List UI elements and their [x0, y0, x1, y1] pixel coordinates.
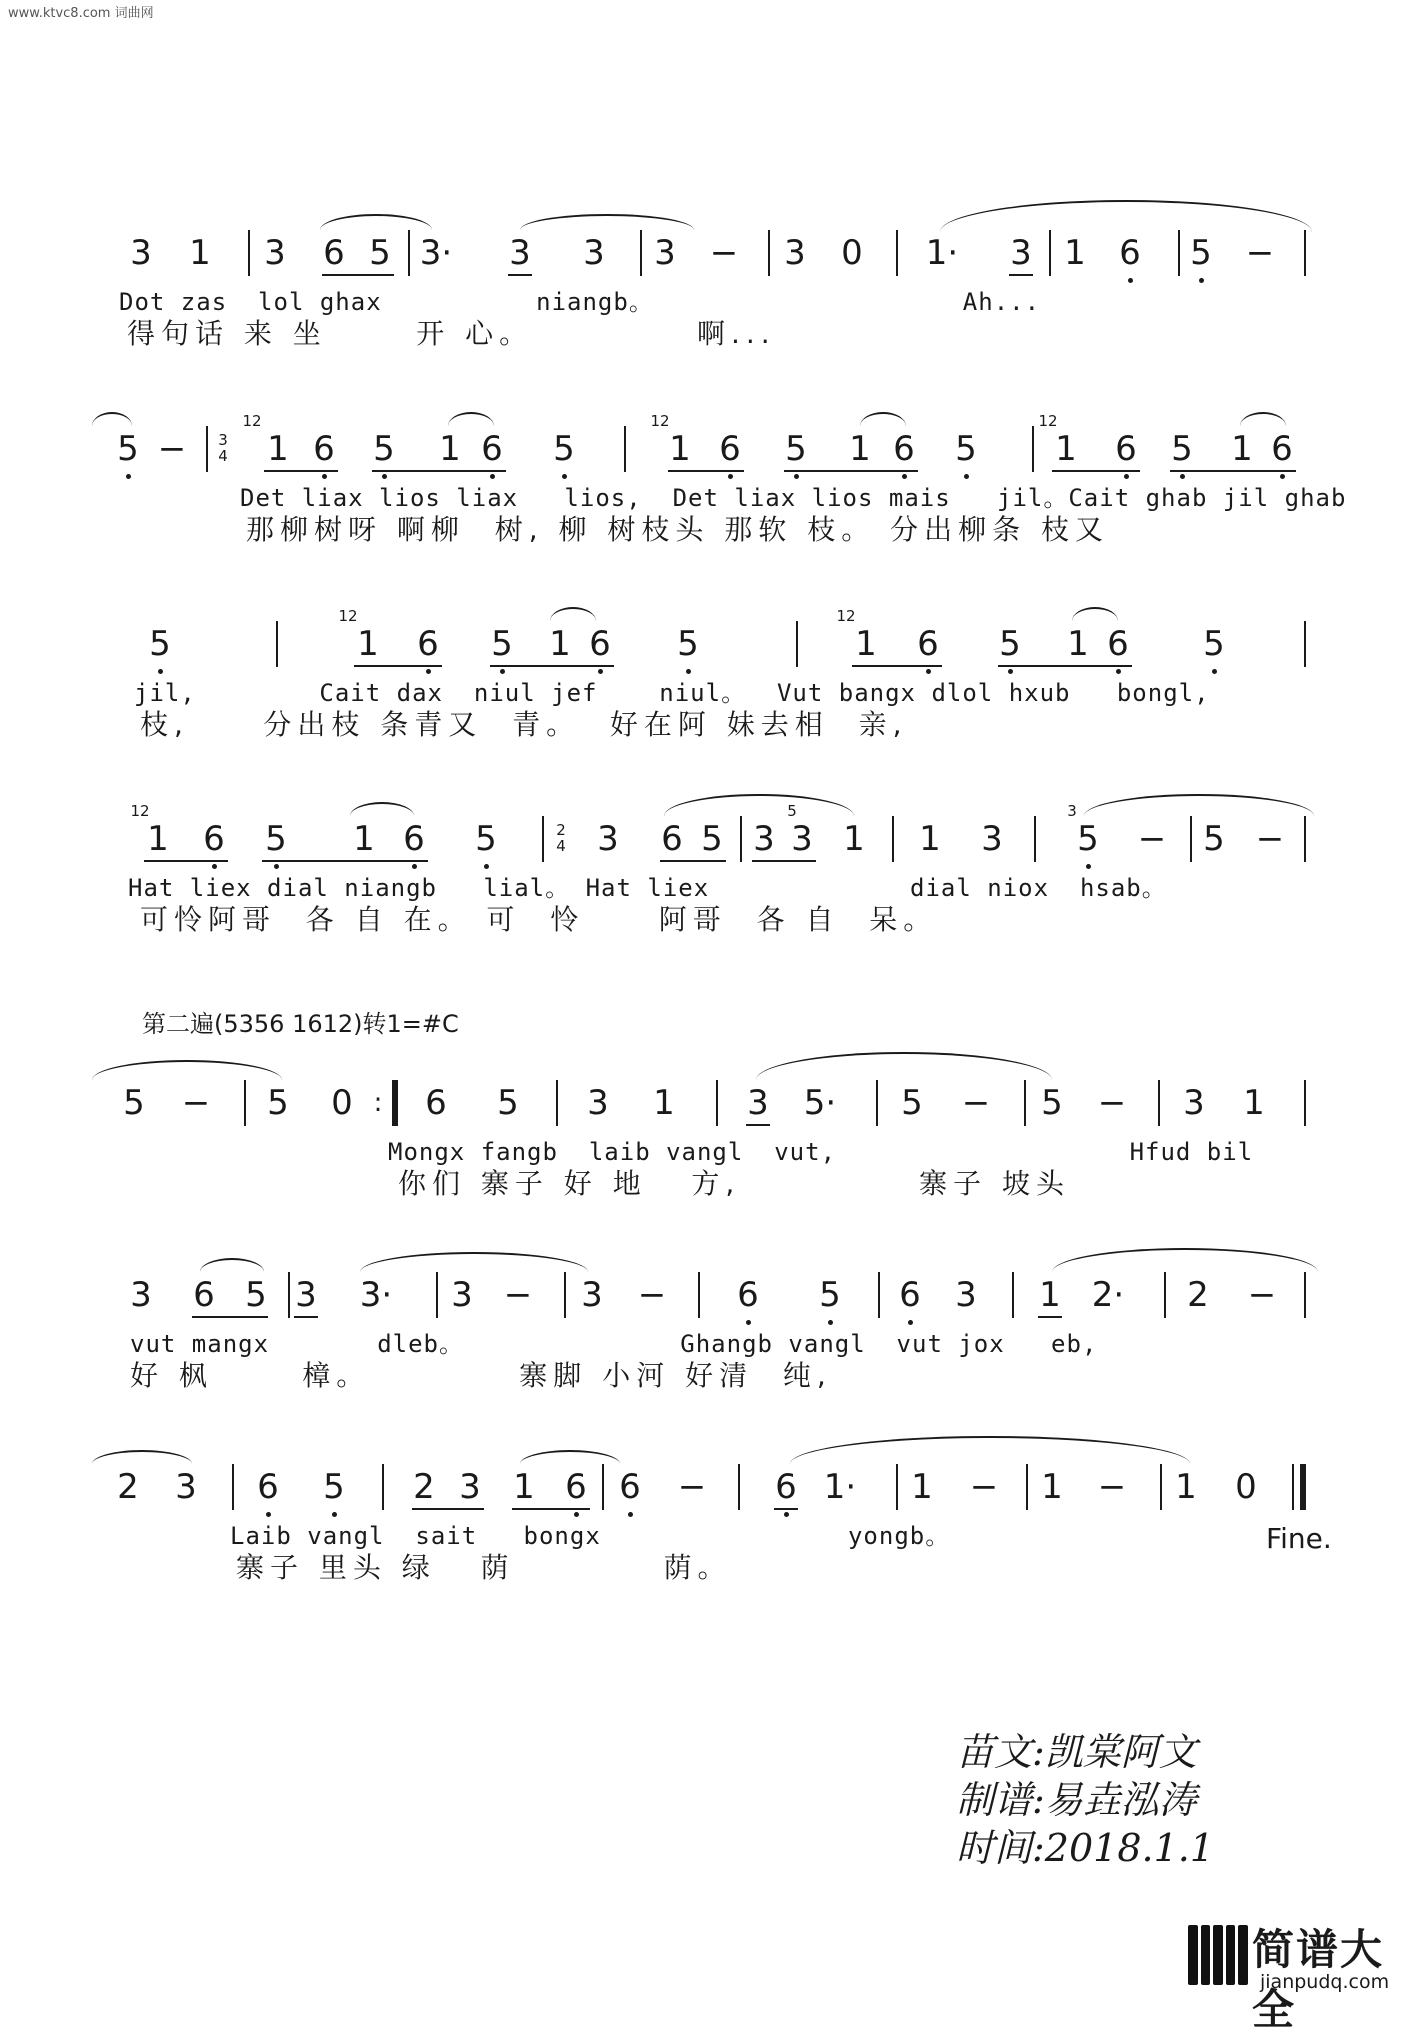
barline	[288, 1272, 290, 1318]
low-octave-dot	[828, 1320, 833, 1325]
note: 1	[513, 1467, 535, 1507]
barline	[716, 1080, 718, 1126]
note: 5	[955, 429, 977, 469]
note: 5	[1203, 819, 1225, 859]
grace-notes: 3	[1067, 802, 1077, 820]
note: 6	[899, 1275, 921, 1315]
barline	[1304, 1080, 1306, 1126]
final-barline	[1292, 1464, 1294, 1510]
note: 5	[267, 1083, 289, 1123]
note: 6	[1271, 429, 1293, 469]
note: 5	[323, 1467, 345, 1507]
low-octave-dot	[686, 669, 691, 674]
lyrics-chinese: 你们 寨子 好 地 方, 寨子 坡头	[398, 1167, 1071, 1200]
low-octave-dot	[426, 669, 431, 674]
tie	[520, 214, 694, 230]
note: 6	[737, 1275, 759, 1315]
note: 6	[1107, 624, 1129, 664]
low-octave-dot	[728, 474, 733, 479]
barline	[892, 816, 894, 862]
tie	[320, 214, 432, 230]
note: 5	[149, 624, 171, 664]
credit-date: 时间:2018.1.1	[956, 1826, 1215, 1870]
note: 1	[357, 624, 379, 664]
note: 3	[459, 1467, 481, 1507]
note: −	[961, 1083, 991, 1123]
note: 2	[117, 1467, 139, 1507]
beam	[264, 470, 338, 472]
barline	[740, 816, 742, 862]
note: 1	[147, 819, 169, 859]
note: 6	[481, 429, 503, 469]
beam	[354, 665, 442, 667]
low-octave-dot	[562, 474, 567, 479]
note: 6	[619, 1467, 641, 1507]
note: 6	[425, 1083, 447, 1123]
low-octave-dot	[1128, 278, 1133, 283]
note: 3	[784, 233, 806, 273]
barline	[1190, 816, 1192, 862]
lyrics-latin: Hat liex dial niangb lial。 Hat liex dial niox hsab。	[128, 874, 1167, 902]
barline	[276, 621, 278, 667]
beam	[752, 860, 816, 862]
note: 6	[589, 624, 611, 664]
beam	[998, 665, 1132, 667]
lyrics-latin: Mongx fangb laib vangl vut, Hfud bil	[388, 1138, 1254, 1166]
note: 3	[175, 1467, 197, 1507]
low-octave-dot	[628, 1512, 633, 1517]
note: 3	[509, 233, 531, 273]
note: 6	[417, 624, 439, 664]
note: 5	[1203, 624, 1225, 664]
beam	[668, 470, 744, 472]
fine-marking: Fine.	[1266, 1522, 1332, 1555]
low-octave-dot	[1116, 669, 1121, 674]
low-octave-dot	[1199, 278, 1204, 283]
tie	[200, 1258, 264, 1272]
barline	[564, 1272, 566, 1318]
note: −	[157, 429, 187, 469]
low-octave-dot	[412, 864, 417, 869]
note: −	[1097, 1467, 1127, 1507]
logo-name: 简谱大全	[1252, 1925, 1385, 2034]
low-octave-dot	[266, 1512, 271, 1517]
grace-notes: 12	[650, 412, 670, 430]
barline	[698, 1272, 700, 1318]
note: 1	[549, 624, 571, 664]
note: 5	[785, 429, 807, 469]
barline	[408, 230, 410, 276]
note: 6	[1119, 233, 1141, 273]
note: 3	[581, 1275, 603, 1315]
low-octave-dot	[784, 1512, 789, 1517]
note: 1	[189, 233, 211, 273]
low-octave-dot	[1008, 669, 1013, 674]
barline	[1164, 1272, 1166, 1318]
tie	[790, 1436, 1190, 1464]
low-octave-dot	[322, 474, 327, 479]
barline	[556, 1080, 558, 1126]
note: 1	[653, 1083, 675, 1123]
barline	[1032, 426, 1034, 472]
note: 3	[654, 233, 676, 273]
beam	[322, 274, 394, 276]
lyrics-latin: Laib vangl sait bongx yongb。	[230, 1522, 951, 1550]
score-system-3	[0, 607, 1414, 747]
note: 6	[323, 233, 345, 273]
barline	[1034, 816, 1036, 862]
barline	[738, 1464, 740, 1510]
note: 3	[1183, 1083, 1205, 1123]
barline	[1304, 816, 1306, 862]
barline	[896, 230, 898, 276]
time-signature: 2 4	[556, 821, 566, 855]
low-octave-dot	[274, 864, 279, 869]
note: 1	[439, 429, 461, 469]
note: −	[637, 1275, 667, 1315]
tie	[1072, 607, 1118, 621]
note: 2	[1187, 1275, 1209, 1315]
note: 1	[353, 819, 375, 859]
barline	[1304, 230, 1306, 276]
barline	[1304, 621, 1306, 667]
note: 1	[669, 429, 691, 469]
note: 5	[553, 429, 575, 469]
note: 6	[565, 1467, 587, 1507]
barline	[796, 621, 798, 667]
beam	[294, 1316, 318, 1318]
note: 6	[917, 624, 939, 664]
credit-lyrics: 苗文:凯棠阿文	[956, 1730, 1197, 1774]
low-octave-dot	[746, 1320, 751, 1325]
score-system-6	[0, 1275, 1414, 1398]
low-octave-dot	[1280, 474, 1285, 479]
note: −	[1255, 819, 1285, 859]
low-octave-dot	[908, 1320, 913, 1325]
barline	[1012, 1272, 1014, 1318]
barline	[542, 816, 544, 862]
note: 3	[981, 819, 1003, 859]
site-watermark[interactable]: www.ktvc8.com 词曲网	[8, 6, 154, 21]
lyrics-chinese: 可怜阿哥 各 自 在。 可 怜 阿哥 各 自 呆。	[140, 903, 938, 936]
tie	[1052, 1248, 1318, 1272]
note: 1	[1231, 429, 1253, 469]
credits-block	[956, 1728, 1214, 1872]
beam	[412, 1508, 484, 1510]
note: 2·	[1091, 1275, 1125, 1315]
note: 1	[1067, 624, 1089, 664]
barline	[624, 426, 626, 472]
beam	[1009, 274, 1033, 276]
barline	[1304, 1272, 1306, 1318]
beam	[262, 860, 428, 862]
note: 5	[999, 624, 1021, 664]
note: 5	[497, 1083, 519, 1123]
note: 2	[413, 1467, 435, 1507]
low-octave-dot	[490, 474, 495, 479]
lyrics-latin: Dot zas lol ghax niangb。 Ah...	[119, 288, 1041, 316]
note: 6	[661, 819, 683, 859]
note: 3	[1010, 233, 1032, 273]
second-pass-annotation: 第二遍(5356 1612)转1=#C	[142, 1010, 459, 1038]
lyrics-latin: vut mangx dleb。 Ghangb vangl vut jox eb,	[130, 1330, 1098, 1358]
note: 1	[843, 819, 865, 859]
low-octave-dot	[902, 474, 907, 479]
repeat-barline	[392, 1080, 398, 1126]
note: 1	[849, 429, 871, 469]
low-octave-dot	[926, 669, 931, 674]
note: 1	[919, 819, 941, 859]
note: 1·	[925, 233, 959, 273]
time-signature: 3 4	[218, 431, 228, 465]
note: 3	[130, 1275, 152, 1315]
barline	[1024, 1080, 1026, 1126]
low-octave-dot	[964, 474, 969, 479]
tie	[940, 200, 1312, 232]
note: 3	[264, 233, 286, 273]
score-system-4	[0, 802, 1414, 942]
barline	[232, 1464, 234, 1510]
barline	[248, 230, 250, 276]
note: 1·	[823, 1467, 857, 1507]
note: 5	[369, 233, 391, 273]
tie	[1240, 412, 1286, 426]
note: 6	[893, 429, 915, 469]
barline	[876, 1080, 878, 1126]
low-octave-dot	[1124, 474, 1129, 479]
low-octave-dot	[500, 669, 505, 674]
note: 3	[597, 819, 619, 859]
lyrics-chinese: 得句话 来 坐 开 心。 啊...	[127, 317, 776, 350]
note: 1	[911, 1467, 933, 1507]
low-octave-dot	[1212, 669, 1217, 674]
note: 3	[130, 233, 152, 273]
note: 3·	[359, 1275, 393, 1315]
tie	[92, 1450, 192, 1464]
note: 6	[775, 1467, 797, 1507]
beam	[852, 665, 942, 667]
low-octave-dot	[1086, 864, 1091, 869]
grace-notes: 12	[242, 412, 262, 430]
note: 6	[313, 429, 335, 469]
note: 5	[245, 1275, 267, 1315]
low-octave-dot	[332, 1512, 337, 1517]
barline	[768, 230, 770, 276]
note: 5	[819, 1275, 841, 1315]
note: 6	[719, 429, 741, 469]
barline	[436, 1272, 438, 1318]
tie	[860, 412, 906, 426]
beam	[1170, 470, 1296, 472]
barline	[1049, 230, 1051, 276]
lyrics-chinese: 好 枫 樟。 寨脚 小河 好清 纯,	[130, 1359, 832, 1392]
barline	[1026, 1464, 1028, 1510]
low-octave-dot	[158, 669, 163, 674]
barline	[640, 230, 642, 276]
lyrics-chinese: 寨子 里头 绿 荫 荫。	[236, 1551, 732, 1584]
note: 3	[955, 1275, 977, 1315]
beam	[660, 860, 726, 862]
note: 5	[123, 1083, 145, 1123]
low-octave-dot	[1180, 474, 1185, 479]
note: 5	[491, 624, 513, 664]
lyrics-latin: jil, Cait dax niul jef niul。 Vut bangx dlol hxub bongl,	[134, 679, 1210, 707]
note: 5	[265, 819, 287, 859]
note: 3	[451, 1275, 473, 1315]
note: 5	[1041, 1083, 1063, 1123]
note: −	[503, 1275, 533, 1315]
note: 0	[841, 233, 863, 273]
note: 1	[1039, 1275, 1061, 1315]
barline	[206, 426, 208, 472]
note: 1	[855, 624, 877, 664]
barline	[244, 1080, 246, 1126]
score-system-1	[0, 233, 1414, 356]
low-octave-dot	[382, 474, 387, 479]
lyrics-latin: Det liax lios liax lios, Det liax lios mais jil。Cait ghab jil ghab	[240, 484, 1347, 512]
barline	[1178, 230, 1180, 276]
beam	[144, 860, 228, 862]
site-logo[interactable]	[1188, 1917, 1410, 2034]
note: −	[677, 1467, 707, 1507]
note: 0	[331, 1083, 353, 1123]
beam	[490, 665, 614, 667]
note: 5	[475, 819, 497, 859]
tie	[520, 1450, 620, 1464]
barline	[602, 1464, 604, 1510]
beam	[508, 274, 532, 276]
note: 5	[901, 1083, 923, 1123]
note: 3·	[419, 233, 453, 273]
note: 6	[257, 1467, 279, 1507]
note: −	[1137, 819, 1167, 859]
note: 5	[1077, 819, 1099, 859]
barline	[382, 1464, 384, 1510]
note: 5	[1171, 429, 1193, 469]
grace-notes: 12	[836, 607, 856, 625]
score-system-2	[0, 412, 1414, 552]
lyrics-chinese: 枝, 分出枝 条青又 青。 好在阿 妹去相 亲,	[140, 708, 908, 741]
note: 3	[583, 233, 605, 273]
note: 1	[267, 429, 289, 469]
note: 5·	[803, 1083, 837, 1123]
note: 1	[1041, 1467, 1063, 1507]
piano-icon	[1188, 1925, 1248, 1985]
note: −	[181, 1083, 211, 1123]
tie	[92, 1060, 282, 1080]
barline	[1158, 1080, 1160, 1126]
note: 1	[1243, 1083, 1265, 1123]
note: 6	[193, 1275, 215, 1315]
beam	[372, 470, 506, 472]
note: −	[969, 1467, 999, 1507]
note: 3	[587, 1083, 609, 1123]
low-octave-dot	[126, 474, 131, 479]
tie	[664, 794, 854, 816]
repeat-dots: :	[373, 1088, 383, 1118]
beam	[512, 1508, 590, 1510]
barline	[878, 1272, 880, 1318]
low-octave-dot	[598, 669, 603, 674]
tie	[360, 1252, 588, 1272]
lyrics-chinese: 那柳树呀 啊柳 树, 柳 树枝头 那软 枝。 分出柳条 枝又	[246, 513, 1110, 546]
note: −	[1245, 233, 1275, 273]
beam	[746, 1124, 770, 1126]
note: 5	[1190, 233, 1212, 273]
note: 1	[1064, 233, 1086, 273]
note: −	[709, 233, 739, 273]
tie	[550, 607, 596, 621]
low-octave-dot	[574, 1512, 579, 1517]
note: 5	[677, 624, 699, 664]
low-octave-dot	[212, 864, 217, 869]
barline	[1160, 1464, 1162, 1510]
beam	[784, 470, 918, 472]
score-system-5	[0, 1083, 1414, 1206]
note: −	[1247, 1275, 1277, 1315]
note: 3	[791, 819, 813, 859]
beam	[1052, 470, 1140, 472]
logo-url: jianpudq.com	[1260, 1971, 1390, 1993]
note: 5	[373, 429, 395, 469]
note: 3	[295, 1275, 317, 1315]
low-octave-dot	[484, 864, 489, 869]
credit-transcriber: 制谱:易垚泓涛	[956, 1778, 1197, 1822]
note: 0	[1235, 1467, 1257, 1507]
score-system-7	[0, 1467, 1414, 1590]
grace-notes: 12	[1038, 412, 1058, 430]
final-barline-thick	[1300, 1464, 1306, 1510]
beam	[774, 1508, 798, 1510]
note: 6	[1115, 429, 1137, 469]
note: 6	[203, 819, 225, 859]
tie	[756, 1052, 1052, 1080]
barline	[896, 1464, 898, 1510]
beam	[1038, 1316, 1062, 1318]
low-octave-dot	[794, 474, 799, 479]
note: 1	[1055, 429, 1077, 469]
tie	[448, 412, 494, 426]
note: 1	[1175, 1467, 1197, 1507]
note: 5	[117, 429, 139, 469]
note: 3	[747, 1083, 769, 1123]
grace-notes: 12	[338, 607, 358, 625]
tie	[1084, 794, 1314, 816]
note: 5	[701, 819, 723, 859]
grace-notes: 5	[787, 802, 797, 820]
tie	[92, 412, 132, 426]
note: 6	[403, 819, 425, 859]
grace-notes: 12	[130, 802, 150, 820]
note: 3	[753, 819, 775, 859]
beam	[192, 1316, 268, 1318]
tie	[350, 802, 414, 816]
note: −	[1097, 1083, 1127, 1123]
